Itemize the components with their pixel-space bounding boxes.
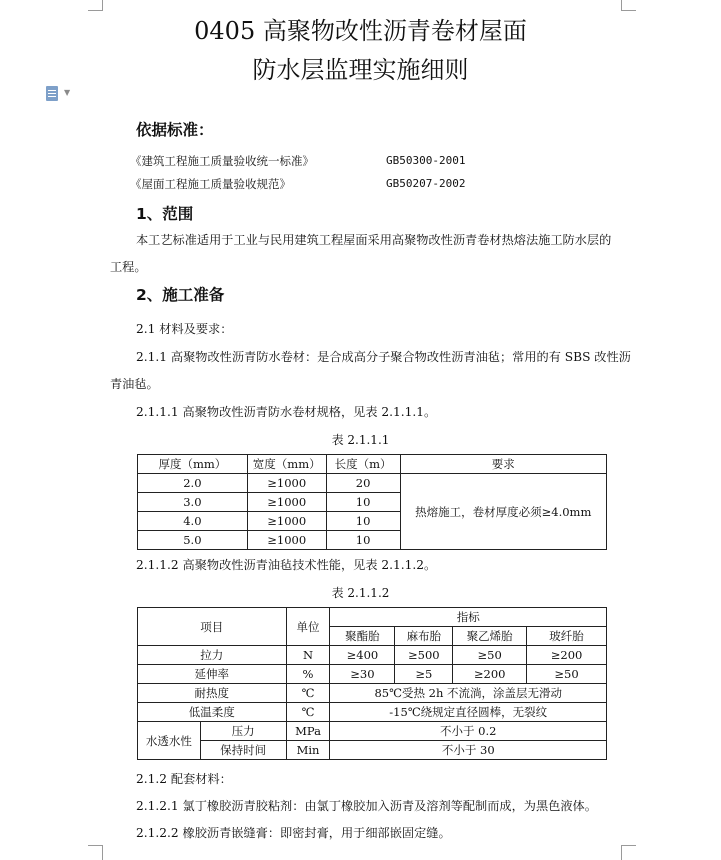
table-cell: ≥500	[395, 646, 453, 665]
table-cell: Min	[286, 741, 330, 760]
table-cell: -15℃绕规定直径圆棒，无裂纹	[330, 703, 607, 722]
table-cell: 不小于 30	[330, 741, 607, 760]
table-cell: 4.0	[138, 512, 248, 531]
prep-paragraph: 2.1.2.2 橡胶沥青嵌缝膏：即密封膏，用于细部嵌固定缝。	[136, 826, 451, 840]
table-row	[138, 646, 607, 665]
basis-heading: 依据标准：	[136, 121, 214, 139]
table-cell: 水透水性	[138, 722, 201, 760]
table-header-cell: 厚度（mm）	[138, 455, 248, 474]
table-header-cell: 单位	[286, 608, 330, 646]
basis-item-code: GB50207-2002	[386, 177, 466, 190]
table-cell: 2.0	[138, 474, 248, 493]
prep-paragraph: 2.1.1.2 高聚物改性沥青油毡技术性能，见表 2.1.1.2。	[136, 558, 437, 572]
basis-item-code: GB50300-2001	[386, 154, 466, 167]
table-cell: ≥50	[453, 646, 527, 665]
table-cell: 低温柔度	[138, 703, 287, 722]
table-header-cell: 指标	[330, 608, 607, 627]
basis-item-name: 《屋面工程施工质量验收规范》	[130, 177, 291, 191]
table-row	[138, 684, 607, 703]
chevron-down-icon[interactable]: ▼	[64, 88, 71, 97]
table-cell: 20	[326, 474, 400, 493]
table-cell: 压力	[200, 722, 286, 741]
table-cell: ℃	[286, 703, 330, 722]
table-cell: ≥1000	[247, 474, 326, 493]
table-cell: ≥30	[330, 665, 395, 684]
table-cell: %	[286, 665, 330, 684]
prep-paragraph: 2.1.1.1 高聚物改性沥青防水卷材规格，见表 2.1.1.1。	[136, 405, 437, 419]
table-cell: MPa	[286, 722, 330, 741]
table-row	[138, 703, 607, 722]
table-cell: 拉力	[138, 646, 287, 665]
table-cell: ℃	[286, 684, 330, 703]
prep-paragraph: 2.1.1 高聚物改性沥青防水卷材：是合成高分子聚合物改性沥青油毡；常用的有 SBS 改性沥	[136, 350, 631, 364]
prep-paragraph: 2.1 材料及要求：	[136, 322, 233, 336]
table-header-cell: 玻纤胎	[527, 627, 607, 646]
table-cell: ≥1000	[247, 512, 326, 531]
scope-heading: 1、范围	[136, 205, 194, 223]
prep-paragraph: 2.1.2 配套材料：	[136, 772, 232, 786]
table-cell: 85℃受热 2h 不流淌，涂盖层无滑动	[330, 684, 607, 703]
table-cell: 保持时间	[200, 741, 286, 760]
page-corner-mark	[621, 0, 636, 11]
table-header-row	[138, 455, 607, 474]
page-corner-mark	[88, 0, 103, 11]
table-row	[138, 741, 607, 760]
table-cell: 延伸率	[138, 665, 287, 684]
table-header-cell: 聚乙烯胎	[453, 627, 527, 646]
spec-table	[137, 454, 607, 550]
table-cell: N	[286, 646, 330, 665]
requirement-cell: 热熔施工，卷材厚度必须≥4.0mm	[400, 474, 607, 550]
table-header-cell: 聚酯胎	[330, 627, 395, 646]
table-cell: ≥200	[453, 665, 527, 684]
table-cell: 不小于 0.2	[330, 722, 607, 741]
table-cell: ≥1000	[247, 531, 326, 550]
table-row	[138, 474, 607, 493]
table-header-row	[138, 608, 607, 627]
table1-caption: 表 2.1.1.1	[331, 433, 390, 447]
table-row	[138, 722, 607, 741]
table-header-cell: 长度（m）	[326, 455, 400, 474]
scope-text-line1: 本工艺标准适用于工业与民用建筑工程屋面采用高聚物改性沥青卷材热熔法施工防水层的	[136, 233, 612, 247]
table-cell: ≥200	[527, 646, 607, 665]
table-header-cell: 宽度（mm）	[247, 455, 326, 474]
table-cell: 3.0	[138, 493, 248, 512]
table-header-cell: 项目	[138, 608, 287, 646]
page-corner-mark	[621, 845, 636, 860]
prep-heading: 2、施工准备	[136, 286, 225, 304]
table-cell: ≥400	[330, 646, 395, 665]
table-cell: ≥50	[527, 665, 607, 684]
table-header-cell: 麻布胎	[395, 627, 453, 646]
table-cell: 10	[326, 512, 400, 531]
basis-item-name: 《建筑工程施工质量验收统一标准》	[130, 154, 314, 168]
performance-table	[137, 607, 607, 760]
table-cell: ≥5	[395, 665, 453, 684]
page-title-line2: 防水层监理实施细则	[252, 56, 469, 84]
prep-paragraph: 青油毡。	[110, 377, 159, 391]
table-row	[138, 665, 607, 684]
table-cell: 10	[326, 493, 400, 512]
page-title-line1: 0405 高聚物改性沥青卷材屋面	[194, 17, 527, 45]
prep-paragraph: 2.1.2.1 氯丁橡胶沥青胶粘剂：由氯丁橡胶加入沥青及溶剂等配制而成，为黑色液体。	[136, 799, 597, 813]
page-corner-mark	[88, 845, 103, 860]
scope-text-line2: 工程。	[110, 260, 147, 274]
table-cell: ≥1000	[247, 493, 326, 512]
table-cell: 10	[326, 531, 400, 550]
document-icon[interactable]	[46, 86, 58, 101]
table2-caption: 表 2.1.1.2	[331, 586, 390, 600]
table-header-cell: 要求	[400, 455, 607, 474]
table-cell: 5.0	[138, 531, 248, 550]
table-cell: 耐热度	[138, 684, 287, 703]
